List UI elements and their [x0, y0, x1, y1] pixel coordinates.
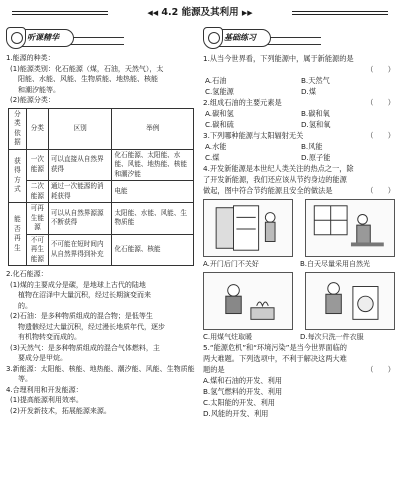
option-a[interactable]: A.碳和氢: [205, 109, 234, 118]
table-cell: 可再生能源: [26, 203, 48, 235]
illustration-row: [203, 272, 395, 330]
table-group-label: 能否再生: [9, 203, 27, 266]
stem-text: 做起，图中符合节约能源且安全的做法是: [203, 186, 333, 195]
option-b[interactable]: B.天然气: [301, 76, 330, 85]
note-line: 和潮汐能等。: [18, 85, 60, 94]
section-number: 4.2: [161, 7, 179, 18]
note-line: (3)天然气：是多种物质组成的混合气体燃料，主: [10, 343, 160, 352]
option-c[interactable]: C.氢能源: [205, 87, 234, 96]
question-stem: 了开发新能源，我们还应该从节约身边的能源: [203, 175, 347, 184]
option-b[interactable]: B.碳和氧: [301, 109, 330, 118]
question-stem: 5.“能源危机”和“环境污染”是当今世界面临的: [203, 343, 347, 352]
answer-bracket[interactable]: （ ）: [366, 365, 395, 374]
answer-bracket[interactable]: （ ）: [366, 186, 395, 195]
option-d[interactable]: D.原子能: [301, 153, 331, 162]
option-b[interactable]: B.风能: [301, 142, 323, 151]
question-options: [203, 108, 395, 130]
table-header-row: [9, 108, 194, 149]
table-cell: 二次能源: [26, 181, 48, 203]
banner-label: 听课精华: [10, 29, 74, 47]
gas-stove-heating-illustration[interactable]: [203, 272, 293, 330]
table-cell: 太阳能、水能、风能、生物质能: [112, 203, 194, 235]
table-cell: 不可再生能源: [26, 234, 48, 266]
caption-c: C.用煤气炷取暖: [203, 333, 253, 341]
option-b[interactable]: B.氢气燃料的开发、利用: [203, 387, 283, 396]
table-group-label: 获得方式: [9, 149, 27, 203]
note-line: (1)提高能源利用效率。: [10, 396, 83, 404]
table-cell: 通过一次能源的消耗获得: [48, 181, 112, 203]
note-line: (1)煤的主要成分是碳，是地球上古代的陆地: [10, 280, 146, 289]
note-line: 的。: [18, 301, 32, 310]
table-row: [9, 203, 194, 235]
question-stem: 1.从当今世界看，下列能源中，属于新能源的是: [203, 54, 354, 63]
stem-text: 2.组成石油的主要元素是: [203, 98, 282, 107]
question-stem: [203, 364, 395, 375]
table-cell: 化石能源、太阳能、水能、风能、地热能、核能和潮汐能: [112, 149, 194, 181]
question-stem: 两大难题。下列选项中，不利于解决这两大难: [203, 354, 347, 363]
note-line: (2)石油：是多种物质组成的混合物；是低等生: [10, 312, 153, 320]
caption-b: B.白天尽量采用自然光: [300, 260, 371, 268]
table-row: [9, 181, 194, 203]
question-stem: [203, 130, 395, 141]
option-d[interactable]: D.氢和氧: [301, 120, 331, 129]
table-cell: 可以从自然界源源不断获得: [48, 203, 112, 235]
fridge-door-open-illustration[interactable]: [203, 199, 293, 257]
question-options: [203, 75, 395, 97]
option-c[interactable]: C.煤: [205, 153, 220, 162]
option-c[interactable]: C.太阳能的开发、利用: [203, 398, 275, 407]
caption-a: A.开门后门不关好: [203, 260, 259, 268]
note-line: 等。: [18, 375, 32, 383]
table-cell: 一次能源: [26, 149, 48, 181]
note-line: (2)能源分类：: [10, 96, 55, 104]
question-options: [203, 141, 395, 163]
page-header: [0, 6, 400, 20]
option-a[interactable]: A.煤和石油的开发、利用: [203, 376, 282, 385]
note-line: 3.新能源：太阳能、核能、地热能、潮汐能、风能、生物质能: [6, 364, 195, 373]
answer-bracket[interactable]: （ ）: [366, 98, 395, 107]
section-name: 能源及其利用: [181, 7, 239, 18]
table-row: [9, 149, 194, 181]
table-row: [9, 234, 194, 266]
question-stem: [203, 97, 395, 108]
seal-icon: [203, 27, 223, 49]
table-header: 举例: [112, 108, 194, 149]
note-line: (2)开发新技术，拓展能源来源。: [10, 406, 111, 415]
lecture-banner: [6, 27, 196, 51]
note-line: 1.能源的种类：: [6, 54, 55, 62]
note-line: (1)能源类别：化石能源（煤，石油，天然气），太: [10, 64, 164, 73]
lecture-notes-column: [6, 27, 196, 416]
washing-one-garment-illustration[interactable]: [305, 272, 395, 330]
note-line: 物遗骸经过大量沉积，经过漫长地质年代，逐步: [18, 322, 165, 331]
table-cell: 不可能在短时间内从自然界得到补充: [48, 234, 112, 266]
natural-light-illustration[interactable]: [305, 199, 395, 257]
option-d[interactable]: D.煤: [301, 87, 317, 96]
left-arrows-icon: ◀◀: [147, 9, 159, 17]
note-line: 阳能、水能、风能、生物质能、地热能、核能: [18, 75, 158, 83]
question-stem: [203, 185, 395, 196]
option-d[interactable]: D.风能的开发、利用: [203, 409, 269, 418]
note-line: 2.化石能源：: [6, 270, 48, 278]
question-stem: 4.开发新能源是本世纪人类关注的热点之一，除: [203, 164, 354, 173]
banner-label: 基础练习: [207, 29, 271, 47]
note-line: 要成分是甲烷。: [18, 354, 67, 362]
stem-text: 题的是: [203, 365, 225, 374]
answer-bracket[interactable]: （ ）: [366, 131, 395, 140]
illustration-row: [203, 199, 395, 257]
illustration-captions: [203, 332, 395, 342]
section-title: [108, 6, 292, 20]
option-a[interactable]: A.水能: [205, 142, 227, 151]
right-arrows-icon: ▶▶: [241, 9, 253, 17]
exercises-column: [203, 27, 395, 419]
exercise-banner: [203, 27, 395, 51]
note-line: 植物在沼泽中大量沉积，经过长期演变而来: [18, 291, 151, 299]
table-header: 分类: [26, 108, 48, 149]
stem-text: 3.下列哪种能源与太阳辐射无关: [203, 131, 304, 140]
caption-d: D.每次只洗一件衣服: [300, 333, 364, 341]
seal-icon: [6, 27, 26, 49]
table-cell: 电能: [112, 181, 194, 203]
note-line: 4.合理利用和开发能源：: [6, 385, 83, 394]
illustration-captions: [203, 259, 395, 269]
table-header: 分类依据: [9, 108, 27, 149]
table-cell: 可以直接从自然界获得: [48, 149, 112, 181]
note-line: 有机物转变而成的。: [18, 333, 81, 341]
option-a[interactable]: A.石油: [205, 76, 227, 85]
energy-classification-table: [8, 108, 194, 267]
table-header: 区别: [48, 108, 112, 149]
table-cell: 化石能源、核能: [112, 234, 194, 266]
option-c[interactable]: C.碳和硫: [205, 120, 234, 129]
answer-bracket[interactable]: （ ）: [366, 65, 395, 74]
